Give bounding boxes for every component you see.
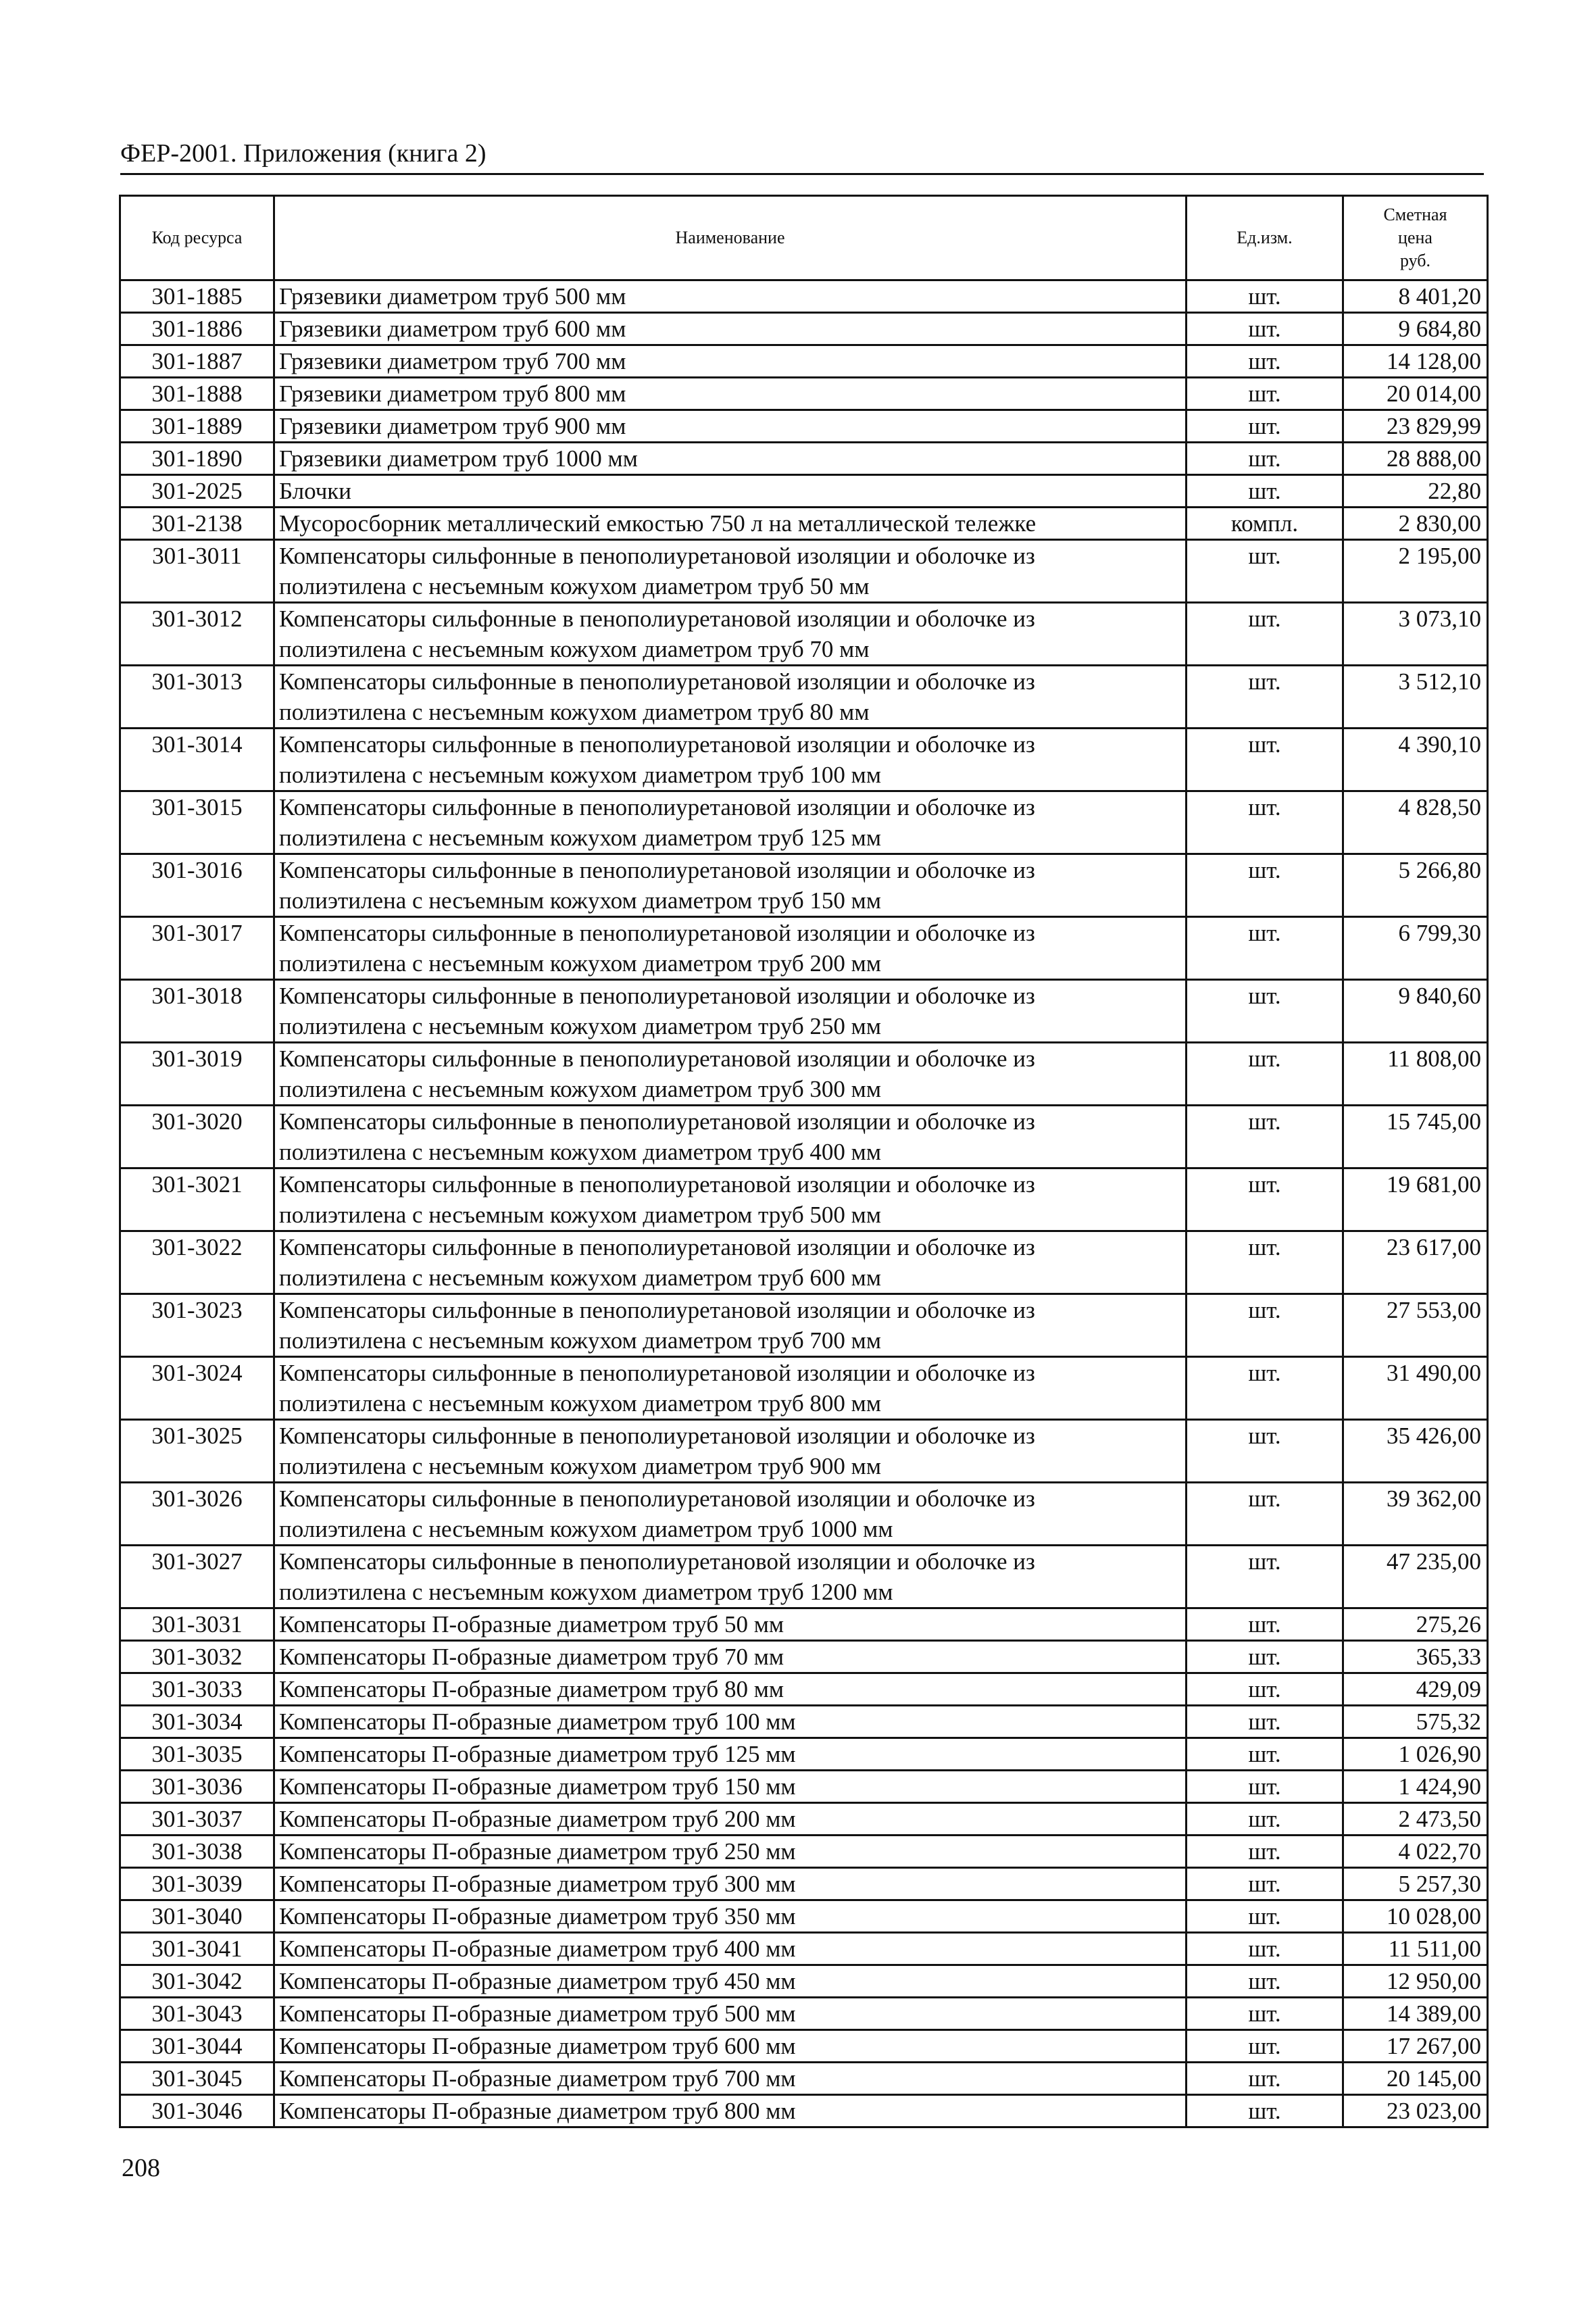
estimated-price: 23 617,00 (1343, 1231, 1488, 1294)
resource-name-line: полиэтилена с несъемным кожухом диаметром труб 1000 мм (279, 1516, 893, 1542)
resource-name (274, 475, 1187, 508)
unit-of-measure: шт. (1187, 1231, 1343, 1294)
resource-code: 301-3021 (120, 1168, 274, 1231)
resource-name (274, 1933, 1187, 1965)
table-row (120, 917, 1488, 980)
resource-code: 301-3025 (120, 1420, 274, 1483)
resource-code: 301-2138 (120, 508, 274, 540)
unit-of-measure: шт. (1187, 1836, 1343, 1868)
document-title: ФЕР-2001. Приложения (книга 2) (120, 139, 487, 168)
resource-name (274, 603, 1187, 666)
resource-name-line: Грязевики диаметром труб 1000 мм (279, 445, 638, 472)
resource-code: 301-3037 (120, 1803, 274, 1836)
resource-name-line: полиэтилена с несъемным кожухом диаметром труб 125 мм (279, 824, 881, 851)
table-row (120, 280, 1488, 313)
unit-of-measure: шт. (1187, 1900, 1343, 1933)
estimated-price: 31 490,00 (1343, 1357, 1488, 1420)
table-row (120, 1641, 1488, 1673)
resource-code: 301-3035 (120, 1738, 274, 1771)
estimated-price: 35 426,00 (1343, 1420, 1488, 1483)
table-row (120, 854, 1488, 917)
estimated-price: 47 235,00 (1343, 1546, 1488, 1608)
resource-name-line: Компенсаторы сильфонные в пенополиуретановой изоляции и оболочке из (279, 543, 1035, 569)
resource-code: 301-3026 (120, 1483, 274, 1546)
resource-code: 301-1887 (120, 345, 274, 378)
unit-of-measure: шт. (1187, 345, 1343, 378)
estimated-price: 22,80 (1343, 475, 1488, 508)
unit-of-measure: шт. (1187, 980, 1343, 1043)
resource-name (274, 917, 1187, 980)
table-row (120, 1998, 1488, 2030)
column-header-price-line: цена (1398, 228, 1432, 247)
unit-of-measure: шт. (1187, 313, 1343, 345)
table-row (120, 410, 1488, 443)
unit-of-measure: шт. (1187, 1357, 1343, 1420)
resource-name-line: Компенсаторы сильфонные в пенополиуретановой изоляции и оболочке из (279, 1234, 1035, 1260)
resource-code: 301-3039 (120, 1868, 274, 1900)
resource-name-line: Компенсаторы П-образные диаметром труб 800 мм (279, 2098, 796, 2124)
resource-name (274, 1420, 1187, 1483)
resource-code: 301-3020 (120, 1106, 274, 1168)
table-row (120, 1868, 1488, 1900)
resource-name-line: полиэтилена с несъемным кожухом диаметром труб 1200 мм (279, 1579, 893, 1605)
resource-name (274, 410, 1187, 443)
table-row (120, 540, 1488, 603)
resource-name (274, 791, 1187, 854)
unit-of-measure: шт. (1187, 666, 1343, 729)
resource-name-line: Компенсаторы П-образные диаметром труб 300 мм (279, 1871, 796, 1897)
estimated-price: 14 128,00 (1343, 345, 1488, 378)
resource-name (274, 313, 1187, 345)
estimated-price: 15 745,00 (1343, 1106, 1488, 1168)
resource-name (274, 443, 1187, 475)
estimated-price: 27 553,00 (1343, 1294, 1488, 1357)
resource-name-line: полиэтилена с несъемным кожухом диаметром труб 900 мм (279, 1453, 881, 1479)
table-row (120, 1771, 1488, 1803)
resource-code: 301-3017 (120, 917, 274, 980)
estimated-price: 9 684,80 (1343, 313, 1488, 345)
estimated-price: 23 829,99 (1343, 410, 1488, 443)
table-row (120, 345, 1488, 378)
resource-name-line: Компенсаторы сильфонные в пенополиуретановой изоляции и оболочке из (279, 1360, 1035, 1386)
resource-name (274, 1965, 1187, 1998)
resource-code: 301-1888 (120, 378, 274, 410)
estimated-price: 2 830,00 (1343, 508, 1488, 540)
resource-name-line: Грязевики диаметром труб 700 мм (279, 348, 626, 374)
resource-name-line: Грязевики диаметром труб 800 мм (279, 380, 626, 407)
resource-name (274, 666, 1187, 729)
resource-name (274, 280, 1187, 313)
resource-code: 301-3016 (120, 854, 274, 917)
resource-code: 301-3040 (120, 1900, 274, 1933)
resource-name (274, 1706, 1187, 1738)
resource-code: 301-3033 (120, 1673, 274, 1706)
resource-name (274, 1043, 1187, 1106)
resource-name-line: Компенсаторы П-образные диаметром труб 350 мм (279, 1903, 796, 1929)
unit-of-measure: шт. (1187, 1043, 1343, 1106)
table-row (120, 666, 1488, 729)
resource-name-line: Компенсаторы П-образные диаметром труб 400 мм (279, 1936, 796, 1962)
table-body (120, 280, 1488, 2127)
estimated-price: 23 023,00 (1343, 2095, 1488, 2127)
resource-code: 301-3031 (120, 1608, 274, 1641)
resource-code: 301-3019 (120, 1043, 274, 1106)
unit-of-measure: шт. (1187, 1294, 1343, 1357)
table-row (120, 1106, 1488, 1168)
unit-of-measure: шт. (1187, 2095, 1343, 2127)
table-row (120, 791, 1488, 854)
table-row (120, 1546, 1488, 1608)
estimated-price: 10 028,00 (1343, 1900, 1488, 1933)
table-row (120, 1933, 1488, 1965)
estimated-price: 365,33 (1343, 1641, 1488, 1673)
resource-name-line: Компенсаторы сильфонные в пенополиуретановой изоляции и оболочке из (279, 794, 1035, 820)
estimated-price: 20 145,00 (1343, 2063, 1488, 2095)
resource-name-line: полиэтилена с несъемным кожухом диаметром труб 200 мм (279, 950, 881, 977)
resource-name (274, 1106, 1187, 1168)
table-row (120, 1168, 1488, 1231)
column-header-code: Код ресурса (120, 196, 274, 280)
unit-of-measure: шт. (1187, 1706, 1343, 1738)
resource-name (274, 378, 1187, 410)
resource-code: 301-3018 (120, 980, 274, 1043)
table-row (120, 2063, 1488, 2095)
price-table (119, 195, 1489, 2128)
table-row (120, 1294, 1488, 1357)
estimated-price: 9 840,60 (1343, 980, 1488, 1043)
resource-name-line: Компенсаторы П-образные диаметром труб 70 мм (279, 1644, 784, 1670)
resource-name (274, 1357, 1187, 1420)
estimated-price: 6 799,30 (1343, 917, 1488, 980)
resource-name-line: Грязевики диаметром труб 600 мм (279, 316, 626, 342)
resource-name-line: Компенсаторы П-образные диаметром труб 50 мм (279, 1611, 784, 1638)
table-row (120, 1483, 1488, 1546)
estimated-price: 11 511,00 (1343, 1933, 1488, 1965)
unit-of-measure: шт. (1187, 729, 1343, 791)
column-header-unit: Ед.изм. (1187, 196, 1343, 280)
estimated-price: 11 808,00 (1343, 1043, 1488, 1106)
estimated-price: 4 390,10 (1343, 729, 1488, 791)
table-header-row (120, 196, 1488, 280)
unit-of-measure: шт. (1187, 791, 1343, 854)
resource-name-line: Компенсаторы П-образные диаметром труб 250 мм (279, 1838, 796, 1865)
resource-code: 301-3014 (120, 729, 274, 791)
table-row (120, 313, 1488, 345)
unit-of-measure: шт. (1187, 917, 1343, 980)
column-header-name: Наименование (274, 196, 1187, 280)
resource-name-line: Компенсаторы сильфонные в пенополиуретановой изоляции и оболочке из (279, 1485, 1035, 1512)
resource-name-line: Компенсаторы П-образные диаметром труб 125 мм (279, 1741, 796, 1767)
table-row (120, 378, 1488, 410)
estimated-price: 429,09 (1343, 1673, 1488, 1706)
resource-name-line: полиэтилена с несъемным кожухом диаметром труб 700 мм (279, 1327, 881, 1354)
resource-name-line: Мусоросборник металлический емкостью 750 л на металлической тележке (279, 510, 1037, 537)
estimated-price: 1 026,90 (1343, 1738, 1488, 1771)
resource-name-line: полиэтилена с несъемным кожухом диаметром труб 100 мм (279, 762, 881, 788)
resource-code: 301-3034 (120, 1706, 274, 1738)
resource-name (274, 1998, 1187, 2030)
unit-of-measure: шт. (1187, 854, 1343, 917)
estimated-price: 3 512,10 (1343, 666, 1488, 729)
resource-name-line: полиэтилена с несъемным кожухом диаметром труб 250 мм (279, 1013, 881, 1039)
resource-name (274, 508, 1187, 540)
estimated-price: 4 828,50 (1343, 791, 1488, 854)
unit-of-measure: шт. (1187, 1420, 1343, 1483)
resource-name-line: Компенсаторы П-образные диаметром труб 700 мм (279, 2065, 796, 2092)
table-row (120, 1738, 1488, 1771)
unit-of-measure: шт. (1187, 1998, 1343, 2030)
resource-name-line: Грязевики диаметром труб 900 мм (279, 413, 626, 439)
resource-code: 301-3043 (120, 1998, 274, 2030)
resource-name-line: Компенсаторы сильфонные в пенополиуретановой изоляции и оболочке из (279, 606, 1035, 632)
resource-name (274, 1868, 1187, 1900)
resource-name (274, 1168, 1187, 1231)
resource-name (274, 980, 1187, 1043)
unit-of-measure: шт. (1187, 1933, 1343, 1965)
resource-name-line: Компенсаторы П-образные диаметром труб 150 мм (279, 1773, 796, 1800)
resource-name-line: полиэтилена с несъемным кожухом диаметром труб 500 мм (279, 1202, 881, 1228)
resource-code: 301-3036 (120, 1771, 274, 1803)
resource-code: 301-3012 (120, 603, 274, 666)
resource-name (274, 2030, 1187, 2063)
column-header-price-line: руб. (1399, 251, 1431, 270)
table-row (120, 1043, 1488, 1106)
resource-name-line: Компенсаторы сильфонные в пенополиуретановой изоляции и оболочке из (279, 1171, 1035, 1198)
resource-name (274, 854, 1187, 917)
unit-of-measure: шт. (1187, 540, 1343, 603)
unit-of-measure: шт. (1187, 1641, 1343, 1673)
unit-of-measure: шт. (1187, 1965, 1343, 1998)
resource-name (274, 1771, 1187, 1803)
resource-code: 301-2025 (120, 475, 274, 508)
resource-name-line: Компенсаторы П-образные диаметром труб 200 мм (279, 1806, 796, 1832)
resource-name (274, 1836, 1187, 1868)
estimated-price: 275,26 (1343, 1608, 1488, 1641)
unit-of-measure: шт. (1187, 378, 1343, 410)
resource-name (274, 1608, 1187, 1641)
resource-name (274, 1738, 1187, 1771)
resource-name-line: Грязевики диаметром труб 500 мм (279, 283, 626, 310)
resource-name-line: Компенсаторы сильфонные в пенополиуретановой изоляции и оболочке из (279, 731, 1035, 758)
estimated-price: 39 362,00 (1343, 1483, 1488, 1546)
estimated-price: 5 266,80 (1343, 854, 1488, 917)
estimated-price: 28 888,00 (1343, 443, 1488, 475)
resource-name-line: полиэтилена с несъемным кожухом диаметром труб 600 мм (279, 1264, 881, 1291)
table-row (120, 2030, 1488, 2063)
resource-name (274, 729, 1187, 791)
resource-code: 301-1885 (120, 280, 274, 313)
resource-name-line: Компенсаторы сильфонные в пенополиуретановой изоляции и оболочке из (279, 1297, 1035, 1323)
resource-name-line: полиэтилена с несъемным кожухом диаметром труб 800 мм (279, 1390, 881, 1417)
resource-name (274, 1231, 1187, 1294)
unit-of-measure: шт. (1187, 2063, 1343, 2095)
estimated-price: 4 022,70 (1343, 1836, 1488, 1868)
resource-code: 301-3038 (120, 1836, 274, 1868)
column-header-price-line: Сметная (1383, 205, 1447, 224)
estimated-price: 5 257,30 (1343, 1868, 1488, 1900)
resource-code: 301-3046 (120, 2095, 274, 2127)
table-row (120, 603, 1488, 666)
table-row (120, 729, 1488, 791)
resource-name-line: полиэтилена с несъемным кожухом диаметром труб 400 мм (279, 1139, 881, 1165)
resource-code: 301-3027 (120, 1546, 274, 1608)
unit-of-measure: шт. (1187, 1803, 1343, 1836)
resource-name (274, 2095, 1187, 2127)
estimated-price: 8 401,20 (1343, 280, 1488, 313)
table-row (120, 1900, 1488, 1933)
resource-name-line: Блочки (279, 478, 352, 504)
resource-name-line: Компенсаторы сильфонные в пенополиуретановой изоляции и оболочке из (279, 668, 1035, 695)
estimated-price: 1 424,90 (1343, 1771, 1488, 1803)
table-row (120, 1836, 1488, 1868)
resource-name-line: Компенсаторы сильфонные в пенополиуретановой изоляции и оболочке из (279, 1423, 1035, 1449)
unit-of-measure: шт. (1187, 1546, 1343, 1608)
estimated-price: 14 389,00 (1343, 1998, 1488, 2030)
table-row (120, 1965, 1488, 1998)
resource-code: 301-3023 (120, 1294, 274, 1357)
resource-name-line: полиэтилена с несъемным кожухом диаметром труб 50 мм (279, 573, 870, 599)
resource-name-line: Компенсаторы П-образные диаметром труб 80 мм (279, 1676, 784, 1702)
resource-code: 301-1890 (120, 443, 274, 475)
estimated-price: 2 195,00 (1343, 540, 1488, 603)
estimated-price: 2 473,50 (1343, 1803, 1488, 1836)
table-row (120, 1803, 1488, 1836)
unit-of-measure: шт. (1187, 1608, 1343, 1641)
resource-name-line: Компенсаторы сильфонные в пенополиуретановой изоляции и оболочке из (279, 857, 1035, 883)
resource-name-line: Компенсаторы сильфонные в пенополиуретановой изоляции и оболочке из (279, 920, 1035, 946)
estimated-price: 20 014,00 (1343, 378, 1488, 410)
resource-name-line: Компенсаторы П-образные диаметром труб 100 мм (279, 1708, 796, 1735)
table-row (120, 980, 1488, 1043)
unit-of-measure: шт. (1187, 1673, 1343, 1706)
resource-name-line: Компенсаторы сильфонные в пенополиуретановой изоляции и оболочке из (279, 1548, 1035, 1575)
estimated-price: 3 073,10 (1343, 603, 1488, 666)
resource-code: 301-3013 (120, 666, 274, 729)
resource-name-line: полиэтилена с несъемным кожухом диаметром труб 300 мм (279, 1076, 881, 1102)
unit-of-measure: шт. (1187, 280, 1343, 313)
unit-of-measure: шт. (1187, 1771, 1343, 1803)
unit-of-measure: шт. (1187, 603, 1343, 666)
resource-name-line: полиэтилена с несъемным кожухом диаметром труб 80 мм (279, 699, 870, 725)
running-header (120, 134, 1484, 175)
table-row (120, 443, 1488, 475)
unit-of-measure: шт. (1187, 410, 1343, 443)
resource-name-line: полиэтилена с несъемным кожухом диаметром труб 150 мм (279, 887, 881, 914)
resource-name (274, 1546, 1187, 1608)
resource-name-line: Компенсаторы сильфонные в пенополиуретановой изоляции и оболочке из (279, 983, 1035, 1009)
resource-name (274, 1641, 1187, 1673)
page-number: 208 (122, 2154, 160, 2182)
table-row (120, 1420, 1488, 1483)
unit-of-measure: шт. (1187, 1106, 1343, 1168)
resource-code: 301-3015 (120, 791, 274, 854)
table-row (120, 1357, 1488, 1420)
resource-name (274, 1294, 1187, 1357)
unit-of-measure: шт. (1187, 1483, 1343, 1546)
estimated-price: 19 681,00 (1343, 1168, 1488, 1231)
resource-name-line: Компенсаторы сильфонные в пенополиуретановой изоляции и оболочке из (279, 1045, 1035, 1072)
resource-name (274, 1673, 1187, 1706)
unit-of-measure: шт. (1187, 475, 1343, 508)
table-row (120, 475, 1488, 508)
table-row (120, 1706, 1488, 1738)
resource-name (274, 540, 1187, 603)
estimated-price: 17 267,00 (1343, 2030, 1488, 2063)
unit-of-measure: шт. (1187, 1738, 1343, 1771)
resource-name-line: полиэтилена с несъемным кожухом диаметром труб 70 мм (279, 636, 870, 662)
resource-code: 301-3041 (120, 1933, 274, 1965)
resource-name (274, 2063, 1187, 2095)
resource-code: 301-3011 (120, 540, 274, 603)
resource-name (274, 1483, 1187, 1546)
unit-of-measure: компл. (1187, 508, 1343, 540)
table-row (120, 508, 1488, 540)
resource-code: 301-1886 (120, 313, 274, 345)
resource-name-line: Компенсаторы сильфонные в пенополиуретановой изоляции и оболочке из (279, 1108, 1035, 1135)
resource-name-line: Компенсаторы П-образные диаметром труб 450 мм (279, 1968, 796, 1994)
unit-of-measure: шт. (1187, 443, 1343, 475)
resource-name (274, 1803, 1187, 1836)
table-row (120, 1673, 1488, 1706)
resource-name-line: Компенсаторы П-образные диаметром труб 500 мм (279, 2000, 796, 2027)
resource-name-line: Компенсаторы П-образные диаметром труб 600 мм (279, 2033, 796, 2059)
resource-code: 301-3045 (120, 2063, 274, 2095)
resource-code: 301-3032 (120, 1641, 274, 1673)
table-row (120, 1608, 1488, 1641)
resource-name (274, 345, 1187, 378)
unit-of-measure: шт. (1187, 2030, 1343, 2063)
column-header-price (1343, 196, 1488, 280)
resource-code: 301-3024 (120, 1357, 274, 1420)
resource-code: 301-1889 (120, 410, 274, 443)
resource-code: 301-3044 (120, 2030, 274, 2063)
resource-code: 301-3022 (120, 1231, 274, 1294)
estimated-price: 575,32 (1343, 1706, 1488, 1738)
unit-of-measure: шт. (1187, 1868, 1343, 1900)
resource-name (274, 1900, 1187, 1933)
resource-code: 301-3042 (120, 1965, 274, 1998)
table-row (120, 1231, 1488, 1294)
unit-of-measure: шт. (1187, 1168, 1343, 1231)
estimated-price: 12 950,00 (1343, 1965, 1488, 1998)
table-row (120, 2095, 1488, 2127)
